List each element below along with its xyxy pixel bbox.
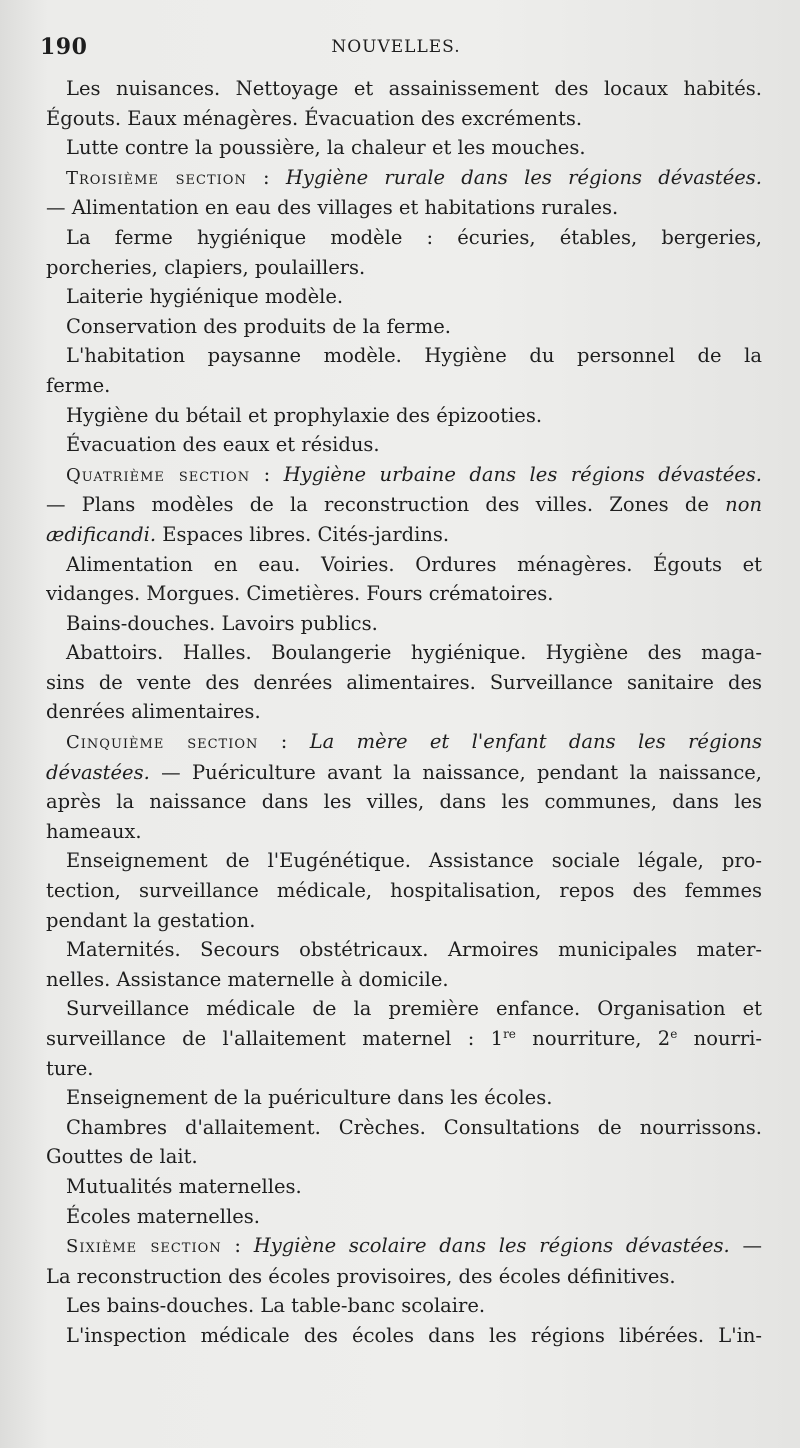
- text-line: [46, 935, 762, 965]
- text-run: Conservation des produits de la ferme.: [66, 314, 451, 338]
- text-run: La reconstruction des écoles provisoires, des écoles définitives.: [46, 1264, 676, 1288]
- text-run: Les nuisances. Nettoyage et assainissement des locaux habités.: [66, 77, 762, 100]
- italic-run: La mère et l'enfant dans les régions: [309, 730, 762, 754]
- text-line: [46, 193, 762, 223]
- text-line: [46, 817, 762, 847]
- text-line: [46, 1083, 762, 1113]
- text-run: Égouts. Eaux ménagères. Évacuation des excréments.: [46, 106, 583, 130]
- text-run: :: [250, 462, 284, 486]
- text-run: pendant la gestation.: [46, 908, 256, 932]
- text-run: Écoles maternelles.: [66, 1204, 261, 1228]
- text-line: [46, 401, 762, 431]
- text-run: Alimentation en eau. Voiries. Ordures ménagères. Égouts et: [66, 552, 762, 576]
- text-run: Lutte contre la poussière, la chaleur et les mouches.: [66, 136, 586, 160]
- body-text: [46, 74, 762, 1351]
- text-run: nelles. Assistance maternelle à domicile.: [46, 967, 449, 991]
- text-line: [46, 994, 762, 1024]
- text-line: [46, 727, 762, 758]
- italic-run: dévastées.: [46, 760, 150, 784]
- text-line: [46, 312, 762, 342]
- superscript: e: [670, 1027, 678, 1041]
- text-line: [46, 371, 762, 401]
- text-run: :: [246, 165, 286, 189]
- text-line: [46, 876, 762, 906]
- superscript: re: [503, 1027, 516, 1041]
- text-run: denrées alimentaires.: [46, 700, 261, 724]
- text-line: [46, 133, 762, 163]
- text-run: :: [258, 730, 310, 754]
- text-line: [46, 163, 762, 194]
- text-run: Hygiène du bétail et prophylaxie des épizooties.: [66, 403, 543, 427]
- text-run: tection, surveillance médicale, hospitalisation, repos des femmes: [46, 879, 762, 903]
- italic-run: non: [725, 493, 762, 517]
- text-line: [46, 550, 762, 580]
- text-run: Abattoirs. Halles. Boulangerie hygiénique. Hygiène des maga-: [66, 641, 762, 665]
- text-run: :: [221, 1234, 254, 1258]
- text-line: [46, 697, 762, 727]
- section-heading: Quatrième section: [66, 464, 251, 486]
- text-run: après la naissance dans les villes, dans les communes, dans les: [46, 790, 762, 814]
- text-line: [46, 1172, 762, 1202]
- text-line: [46, 1231, 762, 1262]
- italic-run: Hygiène rurale dans les régions dévastées.: [285, 165, 762, 189]
- text-run: surveillance de l'allaitement maternel : 1: [46, 1027, 504, 1050]
- text-run: L'inspection médicale des écoles dans les régions libérées. L'in-: [66, 1323, 762, 1347]
- text-run: Les bains-douches. La table-banc scolaire.: [66, 1294, 486, 1318]
- text-line: [46, 1291, 762, 1321]
- text-run: Chambres d'allaitement. Crèches. Consultations de nourrissons.: [66, 1115, 762, 1139]
- text-line: [46, 341, 762, 371]
- text-line: [46, 490, 762, 520]
- text-run: ture.: [46, 1056, 94, 1080]
- text-run: porcheries, clapiers, poulaillers.: [46, 255, 366, 279]
- text-run: Laiterie hygiénique modèle.: [66, 285, 344, 309]
- text-run: L'habitation paysanne modèle. Hygiène du personnel de la: [66, 344, 762, 368]
- text-line: [46, 609, 762, 639]
- italic-run: Hygiène urbaine dans les régions dévastées.: [283, 462, 762, 486]
- text-line: [46, 282, 762, 312]
- text-line: [46, 1321, 762, 1351]
- text-line: [46, 74, 762, 104]
- section-heading: Cinquième section: [66, 732, 259, 754]
- italic-run: ædificandi.: [46, 522, 157, 546]
- text-line: [46, 579, 762, 609]
- text-run: Enseignement de la puériculture dans les écoles.: [66, 1086, 553, 1110]
- text-run: Espaces libres. Cités-jardins.: [156, 522, 450, 546]
- text-line: [46, 758, 762, 788]
- page-header: [40, 34, 752, 64]
- text-run: — Puériculture avant la naissance, pendant la naissance,: [149, 760, 762, 784]
- text-run: nourriture, 2: [515, 1027, 671, 1050]
- text-run: Enseignement de l'Eugénétique. Assistance sociale légale, pro-: [66, 849, 762, 873]
- running-title: NOUVELLES.: [331, 37, 461, 57]
- text-line: [46, 906, 762, 936]
- text-run: Mutualités maternelles.: [66, 1174, 302, 1198]
- text-line: [46, 1024, 762, 1054]
- text-line: [46, 253, 762, 283]
- text-run: — Alimentation en eau des villages et habitations rurales.: [46, 196, 619, 220]
- text-line: [46, 668, 762, 698]
- section-heading: Sixième section: [66, 1236, 222, 1258]
- text-line: [46, 104, 762, 134]
- text-line: [46, 1113, 762, 1143]
- text-line: [46, 223, 762, 253]
- text-run: La ferme hygiénique modèle : écuries, étables, bergeries,: [66, 225, 762, 249]
- text-line: [46, 1262, 762, 1292]
- text-run: hameaux.: [46, 819, 142, 843]
- text-run: nourri-: [677, 1027, 762, 1050]
- text-line: [46, 520, 762, 550]
- text-run: ferme.: [46, 373, 111, 397]
- text-run: Gouttes de lait.: [46, 1145, 198, 1169]
- text-run: sins de vente des denrées alimentaires. Surveillance sanitaire des: [46, 670, 762, 694]
- text-line: [46, 430, 762, 460]
- text-line: [46, 1142, 762, 1172]
- text-run: Bains-douches. Lavoirs publics.: [66, 611, 378, 635]
- text-run: —: [729, 1234, 762, 1258]
- text-run: Maternités. Secours obstétricaux. Armoires municipales mater-: [66, 938, 762, 962]
- text-line: [46, 846, 762, 876]
- text-line: [46, 638, 762, 668]
- section-heading: Troisième section: [66, 167, 247, 189]
- text-line: [46, 1054, 762, 1084]
- text-run: Évacuation des eaux et résidus.: [66, 433, 380, 457]
- text-line: [46, 1202, 762, 1232]
- text-line: [46, 460, 762, 491]
- page-number: 190: [40, 34, 88, 60]
- italic-run: Hygiène scolaire dans les régions dévastées.: [253, 1234, 730, 1258]
- text-run: Surveillance médicale de la première enfance. Organisation et: [66, 997, 762, 1021]
- text-line: [46, 787, 762, 817]
- text-run: — Plans modèles de la reconstruction des villes. Zones de: [46, 493, 726, 517]
- text-run: vidanges. Morgues. Cimetières. Fours crématoires.: [46, 582, 554, 606]
- text-line: [46, 965, 762, 995]
